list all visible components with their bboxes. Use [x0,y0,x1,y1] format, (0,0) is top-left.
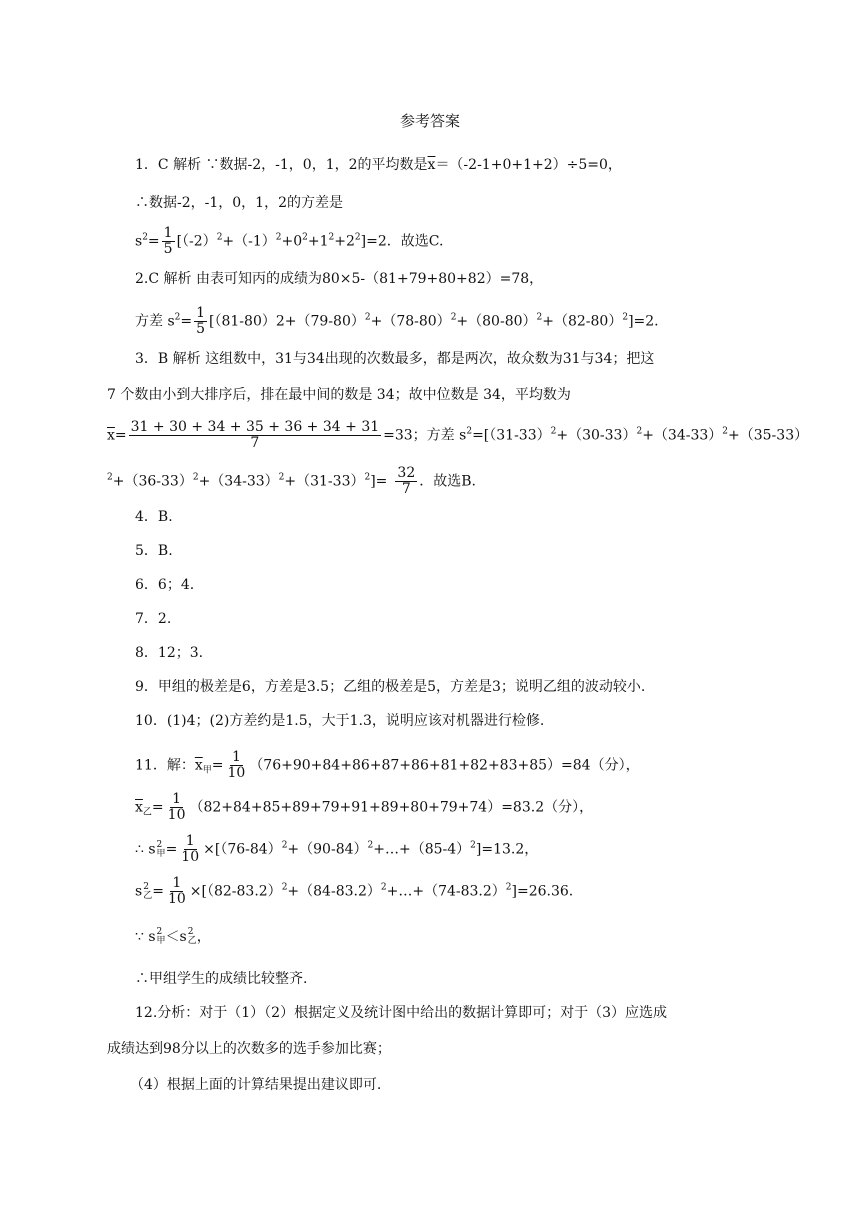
q3-d1: +（36-33） [112,473,193,490]
q11-frac-1 [225,750,247,781]
q11-d4: ]=26.36. [511,883,574,900]
q3-sup-g: 2 [364,472,371,483]
q11-frac-4 [166,876,188,907]
q2-t4: 2+（79-80） [275,313,365,330]
q11-frac3-den: 10 [181,849,200,865]
q11-d-sv-sub: 乙 [143,890,153,901]
q7-answer: 7．2. [135,611,172,627]
q11-e-sv1-sub: 甲 [156,936,166,946]
q3-sup-a: 2 [550,426,557,437]
q1-sup-b: 2 [275,232,282,243]
page-title: 参考答案 [399,112,460,130]
q2-frac-num: 1 [196,305,206,321]
q1-sup-a: 2 [216,232,223,243]
q11-c1: ×[（76-84） [203,841,282,858]
q3-eq: = [114,427,127,444]
q3-sup-s: 2 [466,426,473,437]
q11-line2 [135,792,593,823]
q11-e-sv1-sup: 2 [156,927,163,937]
q11-c-sv-sub: 甲 [156,848,166,859]
q11-frac1-num: 1 [231,749,241,765]
q2-t7: +（82-80） [542,313,623,330]
q12-line3: （4）根据上面的计算结果提出建议即可. [130,1077,382,1093]
q11-eq-2: = [151,799,164,816]
q11-e1: ＜s [165,929,187,945]
q2-t8: ]=2. [628,313,659,330]
q12-line1: 12.分析：对于（1）（2）根据定义及统计图中给出的数据计算即可；对于（3）应选成 [135,1005,667,1021]
q1-t6: +1 [307,233,329,250]
q11-d-sv [143,883,152,901]
q11-frac4-den: 10 [167,891,186,907]
q3-frac-num: 31 + 30 + 34 + 35 + 36 + 34 + 31 [130,419,380,435]
q11-sub-yi: 乙 [142,807,152,818]
q10-answer: 10．(1)4；(2)方差约是1.5，大于1.3，说明应该对机器进行检修. [135,713,545,729]
q11-frac3-num: 1 [185,833,195,849]
q11-e2: ， [196,929,211,945]
q11-frac2-den: 10 [167,807,186,823]
q11-d3: +…+（74-83.2） [386,883,506,900]
q11-e-sv1 [157,928,166,946]
q1-text-a: 1．C 解析 ∵数据-2，-1，0，1，2的平均数是 [135,157,428,173]
q11-eq-3: = [165,841,178,858]
q3-line2: 7 个数由小到大排序后，排在最中间的数是 34；故中位数是 34，平均数为 [107,387,571,403]
q1-line3 [135,226,443,257]
q3-line1: 3．B 解析 这组数中，31与34出现的次数最多，都是两次，故众数为31与34；把这 [135,351,655,367]
q1-mean-x: $\overline{x}$ [427,157,436,173]
q3-line3 [107,420,808,451]
q11-frac-3 [179,834,201,865]
q2-frac-den: 5 [196,321,206,337]
q2-line2 [135,306,659,337]
q9-answer: 9．甲组的极差是6，方差是3.5；乙组的极差是5，方差是3；说明乙组的波动较小. [135,679,646,695]
q3-var-num: 32 [397,465,416,481]
q11-e0: ∵ s [135,929,156,945]
q1-text-b: ＝（-2-1+0+1+2）÷5=0， [435,157,622,173]
q3-sup-f: 2 [278,472,285,483]
q11-line3 [135,834,538,865]
q4-answer: 4．B. [135,509,173,525]
q3-fraction [129,420,382,451]
q11-frac4-num: 1 [172,875,182,891]
q11-d1: ×[（82-83.2） [189,883,282,900]
q11-c4: ]=13.2， [475,841,539,858]
q1-t5: +0 [281,233,303,250]
q2-t5: +（78-80） [370,313,451,330]
q1-s: s [135,233,143,250]
q1-sup-e: 2 [354,232,361,243]
q3-frac-den: 7 [250,435,260,451]
q1-sup-d: 2 [328,232,335,243]
q3-c4: +（34-33） [642,427,723,444]
q3-var-den: 7 [401,481,411,497]
q2-sup-d: 2 [536,312,543,323]
q11-d-sup-c: 2 [505,882,512,893]
q11-e-sv2-sup: 2 [187,927,194,937]
q3-sup-e: 2 [192,472,199,483]
q3-sup-d: 2 [107,472,113,483]
q11-frac1-den: 10 [227,765,246,781]
q11-eq-1: = [211,757,224,774]
q2-t2: = [180,313,193,330]
q12-line2: 成绩达到98分以上的次数多的选手参加比赛； [107,1041,391,1057]
q3-d3: +（31-33） [284,473,365,490]
q8-answer: 8．12；3. [135,645,204,661]
q2-line1: 2.C 解析 由表可知丙的成绩为80×5-（81+79+80+82）=78， [135,271,544,287]
q11-c2: +（90-84） [287,841,368,858]
q11-d-sup-b: 2 [380,882,387,893]
q11-c-sv [157,841,166,859]
q1-t4: +（-1） [222,233,276,250]
q3-variance-fraction [395,466,417,497]
q1-line2: ∴数据-2，-1，0，1，2的方差是 [135,195,343,211]
q3-d4: ]= [370,473,388,490]
q11-d2: +（84-83.2） [287,883,381,900]
q3-sup-c: 2 [722,426,729,437]
q1-line1 [135,156,622,174]
q3-c2: =[（31-33） [472,427,551,444]
q11-line4 [135,876,573,907]
q11-c-sv-sup: 2 [156,839,163,850]
q11-x-yi: $\overline{x}$ [135,799,143,816]
q3-c3: +（30-33） [556,427,637,444]
q11-conclusion: ∴甲组学生的成绩比较整齐. [135,971,308,987]
q11-d-sup-a: 2 [281,882,288,893]
q11-d-sv-sup: 2 [143,881,149,892]
q3-d5: ．故选B. [419,473,476,490]
q11-e-sv2 [188,928,197,946]
q2-sup-s: 2 [174,312,181,323]
q5-answer: 5．B. [135,543,173,559]
q11-e-sv2-sub: 乙 [187,936,197,946]
q1-t3: [（-2） [176,233,217,250]
q1-t8: ]=2．故选C. [360,233,444,250]
q11-x-jia: $\overline{x}$ [194,757,203,774]
q6-answer: 6．6；4. [135,577,195,593]
q11-eq-4: = [152,883,164,900]
q3-c1: =33；方差 s [383,427,467,444]
q11-c3: +…+（85-4） [373,841,471,858]
q2-sup-b: 2 [364,312,371,323]
q11-c-sup-a: 2 [281,840,288,851]
q11-d0: s [135,883,143,900]
q1-s-sup: 2 [142,232,148,243]
q2-sup-e: 2 [622,312,629,323]
q3-line4 [107,466,476,497]
q11-c-sup-c: 2 [470,840,476,851]
q2-fraction [194,306,207,337]
q2-sup-c: 2 [450,312,457,323]
q11-sub-jia: 甲 [202,765,212,776]
q1-fraction [162,226,175,257]
q1-eq: = [147,233,160,250]
q11-line1 [135,750,640,781]
q3-d2: +（34-33） [198,473,279,490]
q3-sup-b: 2 [636,426,643,437]
q1-frac-den: 5 [163,241,173,257]
q2-t6: +（80-80） [456,313,537,330]
q11-frac-2 [166,792,188,823]
q1-t7: +2 [334,233,355,250]
q1-sup-c: 2 [302,232,308,243]
q11-b2: （82+84+85+89+79+91+89+80+79+74）=83.2（分）， [189,799,594,816]
q3-c5: +（35-33） [728,427,809,444]
q1-frac-num: 1 [163,225,173,241]
q11-c0: ∴ s [135,841,156,858]
q11-a2: （76+90+84+86+87+86+81+82+83+85）=84（分）， [249,757,640,774]
q11-c-sup-b: 2 [367,840,374,851]
q2-t3: [（81-80） [209,313,276,330]
q11-frac2-num: 1 [172,791,182,807]
q2-t1: 方差 s [135,313,175,330]
q11-line5 [135,928,211,946]
q11-a1: 11．解： [135,757,195,774]
q3-mean-x: $\overline{x}$ [107,427,115,444]
